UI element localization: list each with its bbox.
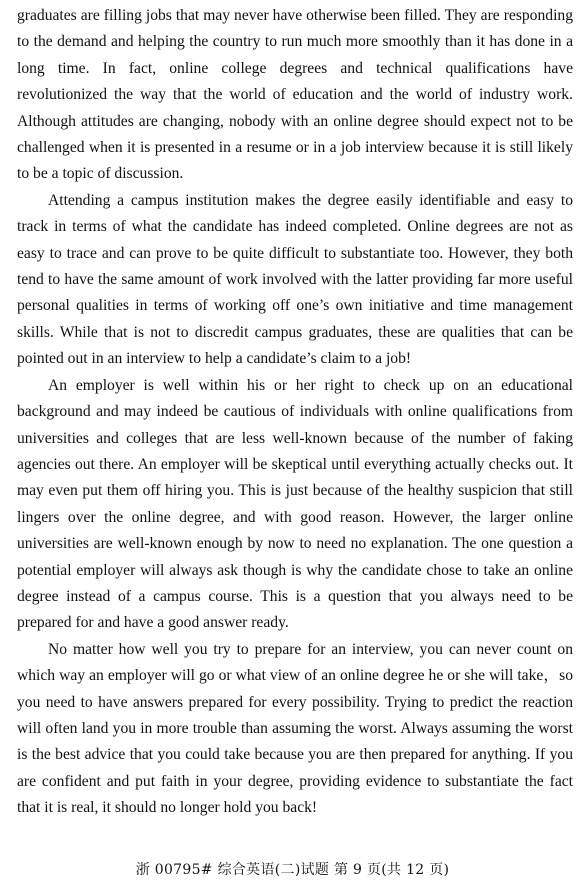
paragraph-employer-check: An employer is well within his or her right to check up on an educational background and may indeed be cautious of individuals with online qualifications from universities and colleges that are less well-known because of the number of faking agencies out there. An employer will be skeptical until everything actually checks out. It may even put them off hiring you. This is just because of the healthy suspicion that still lingers over the online degree, and with good reason. However, the larger online universities are well-known enough by now to need no explanation. The one question a potential employer will always ask though is why the candidate chose to take an online degree instead of a campus course. This is a question that you always need to be prepared for and have a good answer ready. xyxy=(17,376,573,632)
paragraph-continuation: graduates are filling jobs that may never have otherwise been filled. They are responding to the demand and helping the country to run much more smoothly than it has done in a long time. In fact, online college degrees and technical qualifications have revolutionized the way that the world of education and the world of industry work. Although attitudes are changing, nobody with an online degree should expect not to be challenged when it is presented in a resume or in a job interview because it is still likely to be a topic of discussion. xyxy=(17,7,573,183)
paragraph-campus-vs-online: Attending a campus institution makes the degree easily identifiable and easy to track in terms of what the candidate has indeed completed. Online degrees are not as easy to trace and can prove to be quite difficult to substantiate too. However, they both tend to have the same amount of work involved with the latter providing far more useful personal qualities in terms of working off one’s own initiative and time management skills. While that is not to discredit campus graduates, these are qualities that can be pointed out in an interview to help a candidate’s claim to a job! xyxy=(17,191,573,368)
paragraph-interview-prep: No matter how well you try to prepare for an interview, you can never count on which way an employer will go or what view of an online degree he or she will take，so you need to have answers prepared for every possibility. Trying to predict the reaction will often land you in more trouble than assuming the worst. Always assuming the worst is the best advice that you could take because you are then prepared for anything. If you are confident and put faith in your degree, providing evidence to substantiate the fact that it is real, it should no longer hold you back! xyxy=(17,640,573,817)
page-footer: 浙 00795# 综合英语(二)试题 第 9 页(共 12 页) xyxy=(135,862,450,878)
document-page xyxy=(17,3,573,822)
